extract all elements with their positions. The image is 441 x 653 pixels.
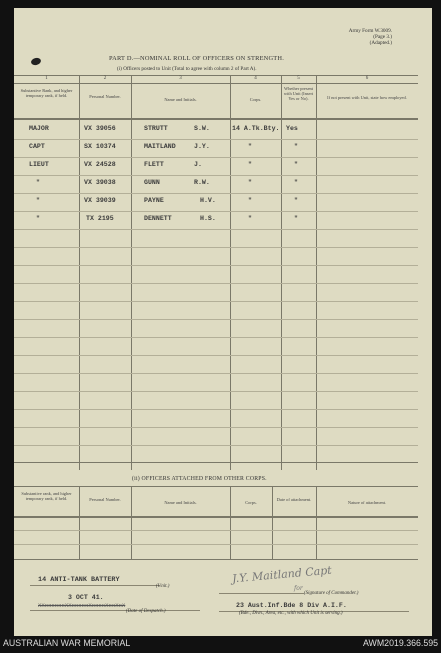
signature-underline bbox=[219, 593, 304, 594]
column-header-number: Personal Number. bbox=[89, 94, 121, 99]
column-number: 2 bbox=[103, 76, 107, 81]
column-header-date: Date of attachment. bbox=[276, 497, 312, 502]
name-cell: PAYNE bbox=[144, 197, 164, 204]
number-cell: VX 39056 bbox=[84, 125, 116, 132]
number-cell: VX 39038 bbox=[84, 179, 116, 186]
signature-label: (Signature of Commander.) bbox=[304, 591, 359, 596]
column-header-number: Personal Number. bbox=[89, 497, 121, 502]
row-rule bbox=[14, 355, 418, 356]
initials-cell: H.S. bbox=[200, 215, 216, 222]
present-cell: " bbox=[294, 197, 298, 204]
corps-cell: " bbox=[248, 161, 252, 168]
column-divider bbox=[79, 486, 80, 559]
column-divider bbox=[316, 75, 317, 470]
column-header-employment: If not present with Unit, state how employed. bbox=[327, 95, 407, 100]
row-rule bbox=[14, 193, 418, 194]
column-divider bbox=[79, 75, 80, 470]
present-cell: " bbox=[294, 215, 298, 222]
row-rule bbox=[14, 229, 418, 230]
corps-cell: " bbox=[248, 179, 252, 186]
column-header-corps: Corps. bbox=[245, 500, 257, 505]
present-cell: " bbox=[294, 143, 298, 150]
rank-cell: " bbox=[36, 215, 40, 222]
unit-underline bbox=[30, 585, 160, 586]
rank-cell: " bbox=[36, 197, 40, 204]
row-rule bbox=[14, 409, 418, 410]
corps-cell: 14 A.Tk.Bty. bbox=[232, 125, 280, 132]
column-header-rank: Substantive Rank, and higher temporary rank, if held. bbox=[20, 88, 73, 99]
initials-cell: J.Y. bbox=[194, 143, 210, 150]
row-rule bbox=[14, 157, 418, 158]
header-bottom-rule bbox=[14, 118, 418, 120]
section-i-caption: (i) Officers posted to Unit (Total to agree with column 2 of Part A). bbox=[117, 66, 257, 72]
column-header-corps: Corps. bbox=[249, 97, 262, 102]
column-divider bbox=[230, 486, 231, 559]
row-rule bbox=[14, 427, 418, 428]
section-ii-top-rule bbox=[14, 486, 418, 487]
rank-cell: LIEUT bbox=[29, 161, 49, 168]
section-ii-bottom-rule bbox=[14, 559, 418, 560]
column-divider bbox=[131, 75, 132, 470]
unit-label: (Unit.) bbox=[156, 584, 170, 589]
row-rule bbox=[14, 247, 418, 248]
column-number: 3 bbox=[179, 76, 182, 81]
despatch-date: 3 OCT 41. bbox=[68, 594, 104, 601]
section-ii-title: (ii) OFFICERS ATTACHED FROM OTHER CORPS. bbox=[132, 476, 267, 482]
row-rule bbox=[14, 445, 418, 446]
number-cell: VX 39039 bbox=[84, 197, 116, 204]
rank-cell: MAJOR bbox=[29, 125, 49, 132]
corps-cell: " bbox=[248, 143, 252, 150]
column-number: 5 bbox=[297, 76, 300, 81]
row-rule bbox=[14, 530, 418, 531]
name-cell: STRUTT bbox=[144, 125, 168, 132]
initials-cell: J. bbox=[194, 161, 202, 168]
column-number: 1 bbox=[45, 76, 48, 81]
row-rule bbox=[14, 175, 418, 176]
form-page bbox=[14, 8, 432, 636]
row-rule bbox=[14, 283, 418, 284]
part-d-title: PART D.—NOMINAL ROLL OF OFFICERS ON STRENGTH. bbox=[109, 55, 285, 62]
rank-cell: CAPT bbox=[29, 143, 45, 150]
present-cell: " bbox=[294, 161, 298, 168]
row-rule bbox=[14, 337, 418, 338]
formation-value: 23 Aust.Inf.Bde 8 Div A.I.F. bbox=[236, 602, 347, 609]
column-header-name: Name and Initials. bbox=[164, 500, 197, 505]
initials-cell: H.V. bbox=[200, 197, 216, 204]
initials-cell: S.W. bbox=[194, 125, 210, 132]
despatch-date-struck: XXxxxxxxXXxxxxxXxxxxXxxXxX bbox=[38, 602, 126, 609]
corps-cell: " bbox=[248, 197, 252, 204]
form-identifier bbox=[349, 28, 392, 46]
column-number-rule bbox=[14, 83, 418, 84]
number-cell: VX 24528 bbox=[84, 161, 116, 168]
form-id-line: Army Form W.3009. bbox=[348, 28, 392, 34]
name-cell: MAITLAND bbox=[144, 143, 176, 150]
form-id-line: (Page 3.) bbox=[373, 34, 392, 40]
present-cell: " bbox=[294, 179, 298, 186]
column-divider bbox=[281, 75, 282, 470]
section-ii-header-rule bbox=[14, 516, 418, 518]
archive-caption-left: AUSTRALIAN WAR MEMORIAL bbox=[3, 638, 131, 648]
signature-for: for bbox=[294, 585, 303, 592]
section-divider bbox=[14, 462, 418, 463]
unit-value: 14 ANTI-TANK BATTERY bbox=[38, 576, 120, 584]
date-label: (Date of Despatch.) bbox=[126, 609, 166, 614]
rank-cell: " bbox=[36, 179, 40, 186]
name-cell: FLETT bbox=[144, 161, 164, 168]
row-rule bbox=[14, 139, 418, 140]
number-cell: SX 10374 bbox=[84, 143, 116, 150]
row-rule bbox=[14, 265, 418, 266]
column-header-rank: Substantive rank, and higher temporary rank, if held. bbox=[21, 491, 72, 502]
row-rule bbox=[14, 301, 418, 302]
present-cell: Yes bbox=[286, 125, 298, 132]
row-rule bbox=[14, 373, 418, 374]
form-id-line: (Adapted.) bbox=[369, 40, 392, 46]
initials-cell: R.W. bbox=[194, 179, 210, 186]
commander-signature: J.Y. Maitland Capt bbox=[231, 563, 333, 586]
column-header-name: Name and Initials. bbox=[164, 97, 197, 102]
date-underline bbox=[30, 610, 200, 611]
column-header-present: Whether present with Unit (Insert Yes or No). bbox=[283, 86, 314, 102]
column-header-nature: Nature of attachment. bbox=[347, 500, 387, 505]
formation-label: (Bde., Divn., Area, etc., with which Unit is serving.) bbox=[239, 611, 343, 616]
column-divider bbox=[316, 486, 317, 559]
number-cell: TX 2195 bbox=[86, 215, 114, 222]
row-rule bbox=[14, 391, 418, 392]
column-divider bbox=[131, 486, 132, 559]
row-rule bbox=[14, 544, 418, 545]
column-number: 6 bbox=[365, 76, 369, 81]
corps-cell: " bbox=[248, 215, 252, 222]
column-number: 4 bbox=[254, 76, 257, 81]
archive-caption-right: AWM2019.366.595 bbox=[363, 638, 438, 648]
name-cell: GUNN bbox=[144, 179, 160, 186]
column-divider bbox=[230, 75, 231, 470]
name-cell: DENNETT bbox=[144, 215, 172, 222]
row-rule bbox=[14, 211, 418, 212]
row-rule bbox=[14, 319, 418, 320]
column-divider bbox=[272, 486, 273, 559]
